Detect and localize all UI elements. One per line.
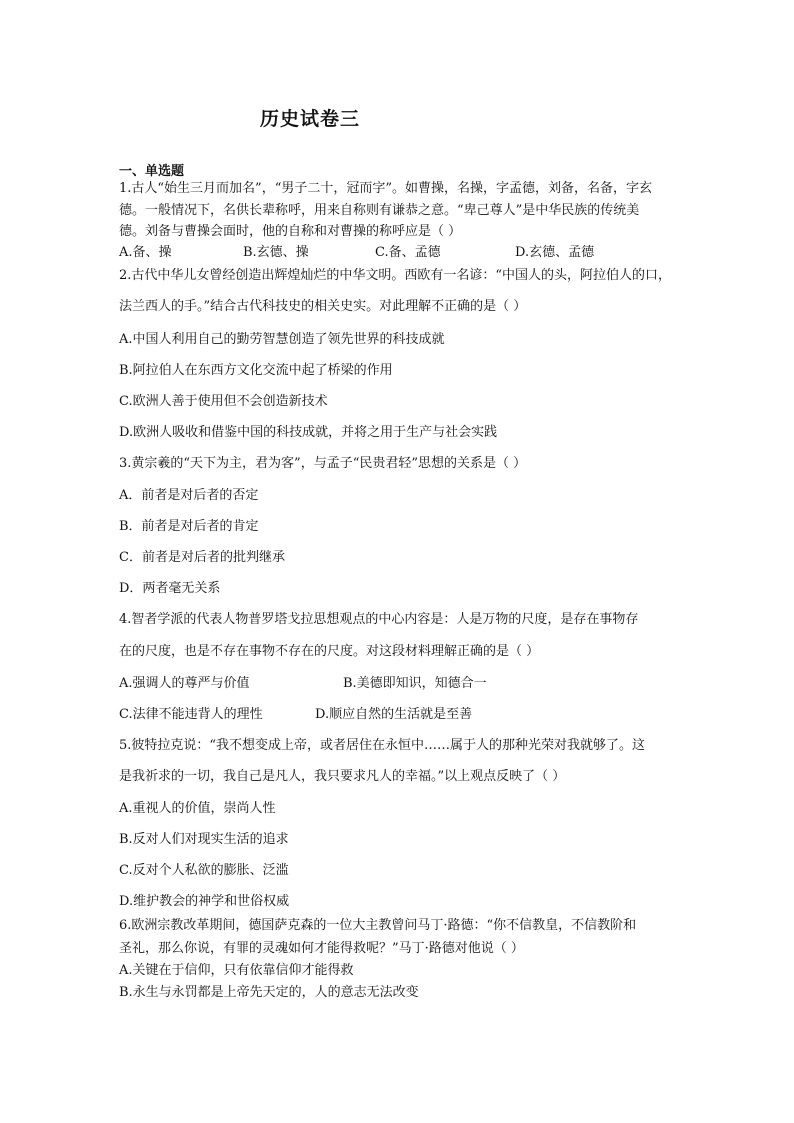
- section-heading: 一、单选题: [119, 164, 185, 179]
- q2-option-d: D.欧洲人吸收和借鉴中国的科技成就，并将之用于生产与社会实践: [119, 425, 498, 440]
- q5-stem-line-1: 5.彼特拉克说：“我不想变成上帝，或者居住在永恒中……属于人的那种光荣对我就够了。这: [119, 738, 646, 753]
- q2-option-c: C.欧洲人善于使用但不会创造新技术: [119, 394, 328, 409]
- q4-stem-line-2: 在的尺度，也是不存在事物不存在的尺度。对这段材料理解正确的是（ ）: [119, 644, 540, 659]
- q2-option-b: B.阿拉伯人在东西方文化交流中起了桥梁的作用: [119, 363, 393, 378]
- q1-stem-line-1: 1.古人“始生三月而加名”，“男子二十，冠而字”。如曹操，名操，字孟德，刘备，名备，字玄: [119, 181, 652, 196]
- q5-option-a: A.重视人的价值，崇尚人性: [119, 801, 276, 816]
- q6-stem-line-1: 6.欧洲宗教改革期间，德国萨克森的一位大主教曾问马丁·路德：“你不信教皇，不信教阶和: [119, 918, 637, 933]
- q6-option-b: B.永生与永罚都是上帝先天定的，人的意志无法改变: [119, 985, 419, 1000]
- q4-stem-line-1: 4.智者学派的代表人物普罗塔戈拉思想观点的中心内容是：人是万物的尺度，是存在事物存: [119, 612, 639, 627]
- q2-option-a: A.中国人利用自己的勤劳智慧创造了领先世界的科技成就: [119, 332, 445, 347]
- q3-option-a: A．前者是对后者的否定: [119, 488, 259, 503]
- q4-option-d: D.顺应自然的生活就是至善: [315, 707, 473, 722]
- q4-options-row-1: [119, 676, 487, 692]
- q3-option-b: B．前者是对后者的肯定: [119, 519, 259, 534]
- q6-stem-line-2: 圣礼，那么你说，有罪的灵魂如何才能得救呢？”马丁·路德对他说（ ）: [119, 941, 524, 956]
- q5-option-d: D.维护教会的神学和世俗权威: [119, 894, 290, 909]
- q1-option-d: D.玄德、孟德: [515, 245, 595, 260]
- q4-option-c: C.法律不能违背人的理性: [119, 707, 263, 722]
- q1-option-b: B.玄德、操: [243, 245, 309, 260]
- q5-option-b: B.反对人们对现实生活的追求: [119, 832, 289, 847]
- q3-option-c: C．前者是对后者的批判继承: [119, 550, 285, 565]
- q2-stem-line-1: 2.古代中华儿女曾经创造出辉煌灿烂的中华文明。西欧有一名谚：“中国人的头，阿拉伯人的口，: [119, 268, 672, 283]
- page-title: 历史试卷三: [259, 108, 360, 130]
- q4-option-a: A.强调人的尊严与价值: [119, 676, 250, 691]
- q1-stem-line-3: 德。刘备与曹操会面时，他的自称和对曹操的称呼应是（ ）: [119, 224, 462, 239]
- q1-option-a: A.备、操: [119, 245, 172, 260]
- q4-options-row-2: [119, 707, 472, 723]
- q2-stem-line-2: 法兰西人的手。”结合古代科技史的相关史实。对此理解不正确的是（ ）: [119, 299, 527, 314]
- q4-option-b: B.美德即知识，知德合一: [343, 676, 487, 691]
- q3-stem: 3.黄宗羲的“天下为主，君为客”，与孟子“民贵君轻”思想的关系是（ ）: [119, 456, 527, 471]
- q5-option-c: C.反对个人私欲的膨胀、泛滥: [119, 863, 289, 878]
- q6-option-a: A.关键在于信仰，只有依靠信仰才能得救: [119, 963, 354, 978]
- q1-option-c: C.备、孟德: [375, 245, 441, 260]
- q1-options: [119, 245, 594, 261]
- q3-option-d: D．两者毫无关系: [119, 581, 221, 596]
- q1-stem-line-2: 德。一般情况下，名供长辈称呼，用来自称则有谦恭之意。“卑己尊人”是中华民族的传统美: [119, 203, 640, 218]
- q5-stem-line-2: 是我祈求的一切，我自己是凡人，我只要求凡人的幸福。”以上观点反映了（ ）: [119, 769, 566, 784]
